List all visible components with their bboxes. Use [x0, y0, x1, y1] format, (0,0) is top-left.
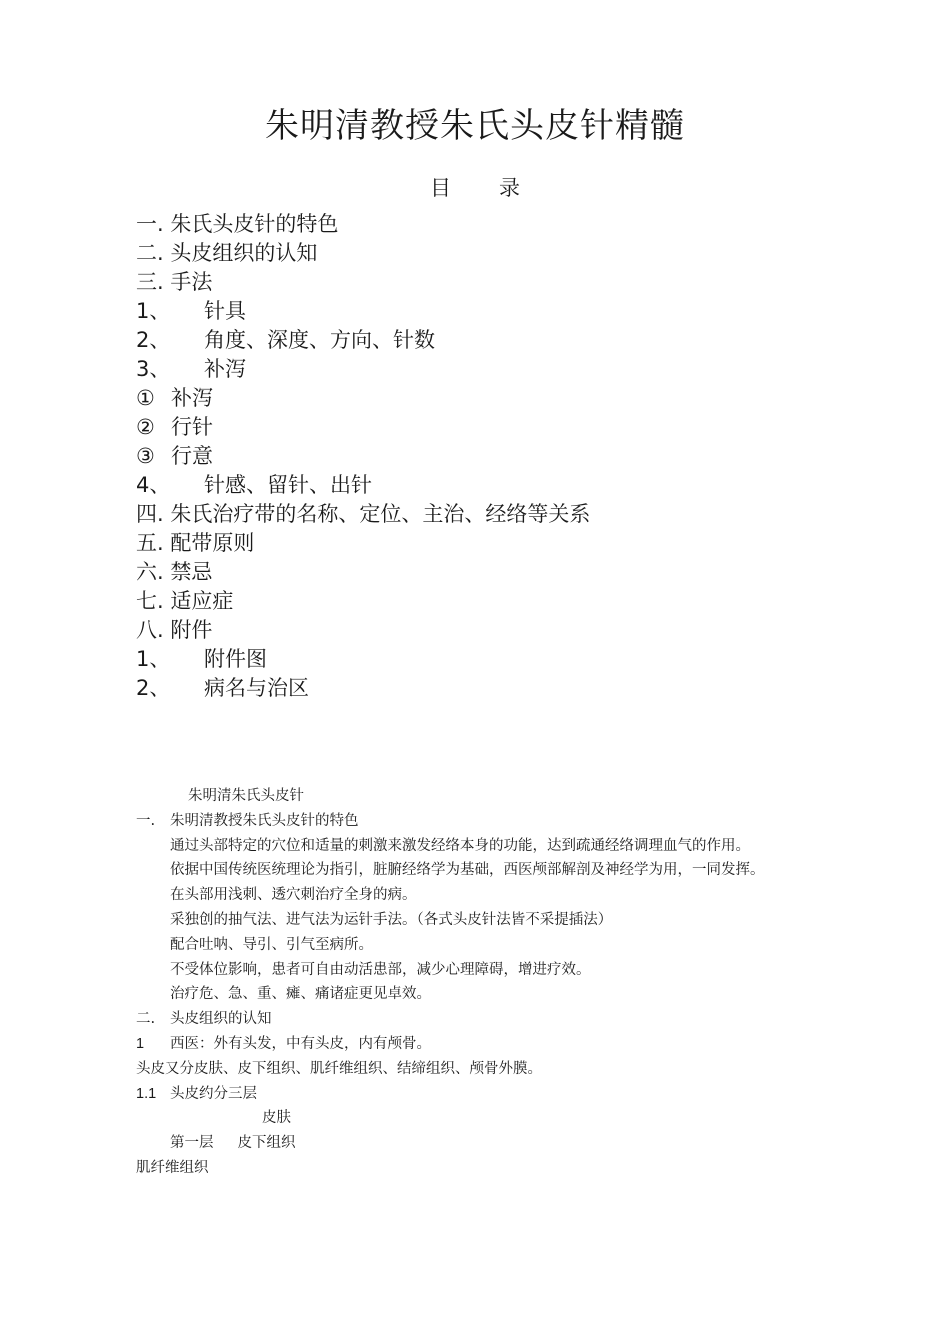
toc-item: ③ 行意 [136, 444, 213, 468]
toc-item: 五. 配带原则 [136, 531, 255, 555]
paragraph: 头皮又分皮肤、皮下组织、肌纤维组织、结缔组织、颅骨外膜。 [136, 1060, 542, 1077]
toc-item: 四. 朱氏治疗带的名称、定位、主治、经络等关系 [136, 502, 591, 526]
paragraph: 依据中国传统医统理论为指引，脏腑经络学为基础，西医颅部解剖及神经学为用，一同发挥。 [170, 862, 765, 879]
toc-item: 二. 头皮组织的认知 [136, 241, 318, 265]
body-subtitle: 朱明清朱氏头皮针 [188, 788, 304, 804]
toc-item: 4、 针感、留针、出针 [136, 473, 372, 497]
toc-item: 2、 病名与治区 [136, 676, 309, 700]
layer-row: 第一层 皮下组织 [170, 1135, 296, 1152]
toc-item: 七. 适应症 [136, 589, 234, 613]
numbered-item: 1 西医：外有头发，中有头皮，内有颅骨。 [136, 1035, 431, 1052]
layer-item: 皮肤 [262, 1110, 291, 1127]
paragraph: 不受体位影响，患者可自由动活患部，减少心理障碍，增进疗效。 [170, 961, 591, 978]
toc-item: ② 行针 [136, 415, 213, 439]
toc-item: 六. 禁忌 [136, 560, 213, 584]
toc-item: 三. 手法 [136, 270, 213, 294]
numbered-item: 1.1 头皮约分三层 [136, 1085, 257, 1102]
body-text [136, 784, 816, 1181]
toc-item: 1、 附件图 [136, 647, 267, 671]
section-heading: 一. 朱明清教授朱氏头皮针的特色 [136, 812, 359, 829]
toc-item: 2、 角度、深度、方向、针数 [136, 328, 435, 352]
paragraph: 在头部用浅刺、透穴刺治疗全身的病。 [170, 887, 417, 904]
layer-item: 肌纤维组织 [136, 1159, 209, 1176]
toc-heading-left: 目 [430, 176, 451, 200]
paragraph: 采独创的抽气法、进气法为运针手法。（各式头皮针法皆不采提插法） [170, 911, 613, 928]
paragraph: 配合吐呐、导引、引气至病所。 [170, 936, 373, 953]
toc-item: 1、 针具 [136, 299, 246, 323]
paragraph: 治疗危、急、重、瘫、痛诸症更见卓效。 [170, 986, 431, 1003]
toc-item: ① 补泻 [136, 386, 213, 410]
paragraph: 通过头部特定的穴位和适量的刺激来激发经络本身的功能，达到疏通经络调理血气的作用。 [170, 837, 750, 854]
table-of-contents [136, 210, 836, 703]
toc-item: 八. 附件 [136, 618, 213, 642]
document-title: 朱明清教授朱氏头皮针精髓 [265, 106, 685, 146]
toc-heading-right: 录 [499, 176, 520, 200]
toc-item: 3、 补泻 [136, 357, 246, 381]
toc-item: 一. 朱氏头皮针的特色 [136, 212, 339, 236]
section-heading: 二. 头皮组织的认知 [136, 1011, 272, 1028]
toc-heading [0, 174, 950, 202]
